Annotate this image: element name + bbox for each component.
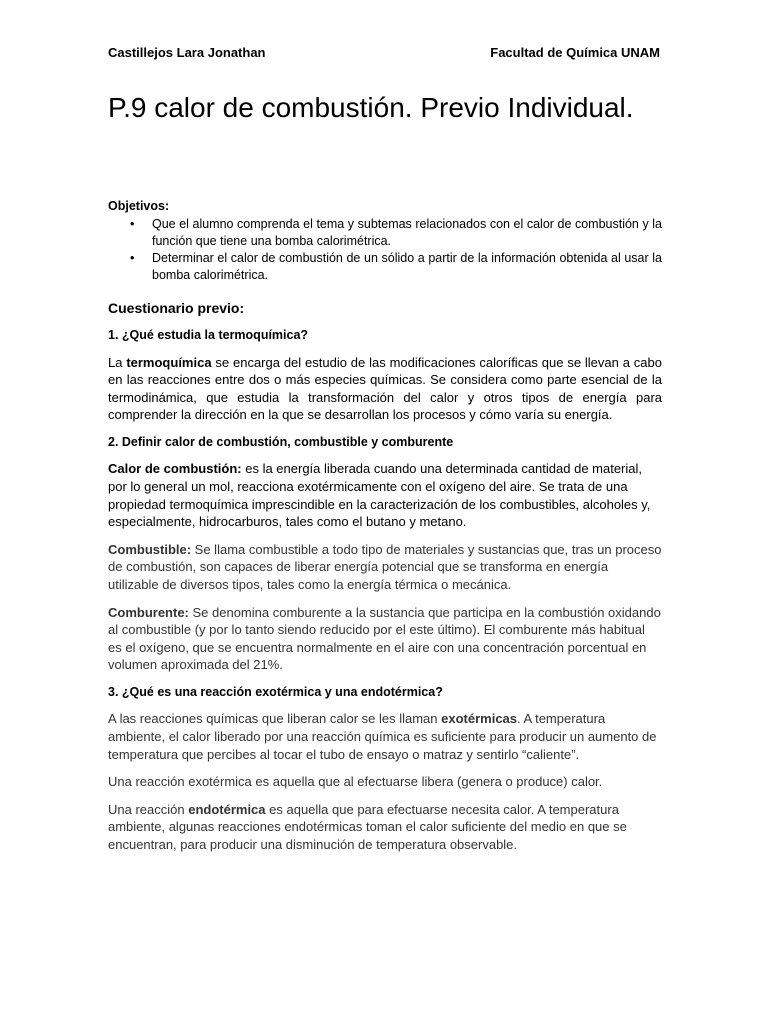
objective-text: Determinar el calor de combustión de un sólido a partir de la información obtenida al usar la bomba calorimétrica. bbox=[152, 250, 662, 282]
question-1: 1. ¿Qué estudia la termoquímica? bbox=[108, 328, 309, 342]
document-title: P.9 calor de combustión. Previo Individual. bbox=[108, 92, 634, 123]
objective-text: Que el alumno comprenda el tema y subtemas relacionados con el calor de combustión y la función que tiene una bomba calorimétrica. bbox=[152, 216, 662, 248]
answer-text: . A temperatura ambiente, el calor liberado por una reacción química es suficiente para producir un aumento de temperatura que percibes al tocar el tubo de ensayo o matraz y sentirlo “caliente”. bbox=[108, 711, 657, 762]
objectives-list bbox=[108, 216, 662, 284]
answer-text: se encarga del estudio de las modificaciones caloríficas que se llevan a cabo en las reacciones entre dos o más especies químicas. Se considera como parte esencial de la termodinámica, que estudia la transformación del calor y otros tipos de energía para comprender la dirección en la que se desarrollan los procesos y cómo varía su energía. bbox=[108, 354, 662, 423]
answer-text: La bbox=[108, 354, 127, 370]
definition-oxidizer bbox=[108, 604, 662, 674]
answer-3-paragraph-1 bbox=[108, 710, 662, 763]
page-header bbox=[108, 45, 660, 60]
bullet-icon: • bbox=[130, 250, 135, 265]
definition-text: Se llama combustible a todo tipo de materiales y sustancias que, tras un proceso de combustión, son capaces de liberar energía potencial que se transforma en energía utilizable de diversos tipos, tales como la energía térmica o mecánica. bbox=[108, 541, 662, 592]
definition-term: Combustible: bbox=[108, 541, 192, 557]
definition-term: Calor de combustión: bbox=[108, 461, 242, 477]
bold-term: endotérmica bbox=[188, 801, 266, 817]
answer-text: A las reacciones químicas que liberan calor se les llaman bbox=[108, 711, 442, 727]
institution-name: Facultad de Química UNAM bbox=[490, 45, 660, 60]
definition-text: es la energía liberada cuando una determinada cantidad de material, por lo general un mol, reacciona exotérmicamente con el oxígeno del aire. Se trata de una propiedad termoquímica imprescindible en la caracterización de los combustibles, alcoholes y, especialmente, hidrocarburos, tales como el butano y metano. bbox=[108, 461, 651, 530]
definition-heat-of-combustion bbox=[108, 460, 662, 530]
definition-term: Comburente: bbox=[108, 604, 189, 620]
answer-3-paragraph-3 bbox=[108, 801, 662, 854]
objectives-heading: Objetivos: bbox=[108, 199, 170, 213]
bullet-icon: • bbox=[130, 216, 135, 231]
answer-text: Una reacción bbox=[108, 801, 189, 817]
answer-3-paragraph-2: Una reacción exotérmica es aquella que al efectuarse libera (genera o produce) calor. bbox=[108, 774, 603, 790]
questionnaire-heading: Cuestionario previo: bbox=[108, 299, 245, 316]
answer-text: es aquella que para efectuarse necesita calor. A temperatura ambiente, algunas reacciones endotérmicas toman el calor suficiente del medio en que se encuentran, para producir una disminución de temperatura observable. bbox=[108, 801, 627, 852]
definition-text: Se denomina comburente a la sustancia que participa en la combustión oxidando al combustible (y por lo tanto siendo reducido por el este último). El comburente más habitual es el oxígeno, que se encuentra normalmente en el aire con una concentración porcentual en volumen aproximada del 21%. bbox=[108, 604, 661, 673]
question-2: 2. Definir calor de combustión, combustible y comburente bbox=[108, 434, 454, 449]
answer-1 bbox=[108, 354, 662, 424]
list-item bbox=[108, 216, 662, 250]
document-body bbox=[108, 198, 662, 864]
bold-term: termoquímica bbox=[126, 354, 212, 370]
definition-fuel bbox=[108, 541, 662, 594]
question-3: 3. ¿Qué es una reacción exotérmica y una endotérmica? bbox=[108, 684, 443, 699]
bold-term: exotérmicas bbox=[441, 711, 518, 727]
list-item bbox=[108, 250, 662, 284]
author-name: Castillejos Lara Jonathan bbox=[108, 45, 266, 60]
